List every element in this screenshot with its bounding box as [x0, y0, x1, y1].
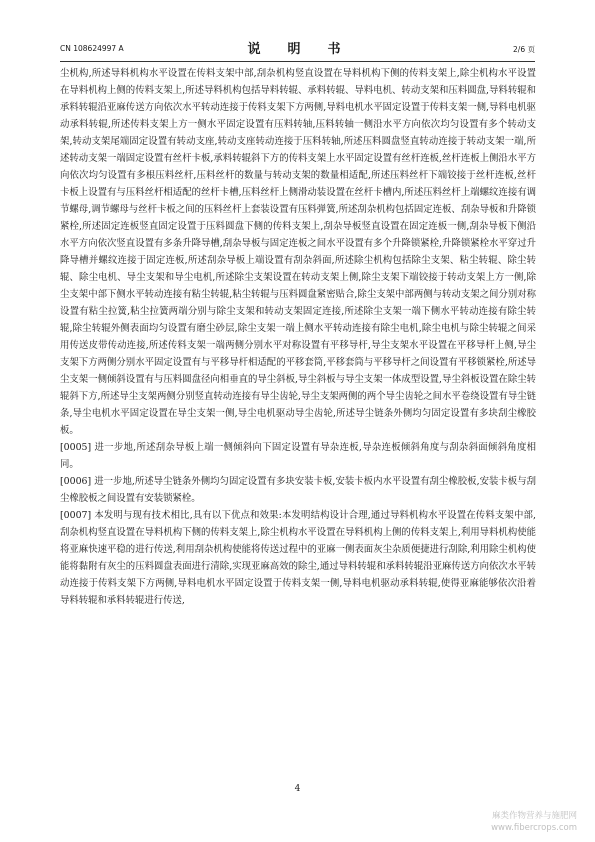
- watermark: [491, 810, 577, 834]
- paragraph-text: 进一步地,所述刮杂导板上端一侧倾斜向下固定设置有导杂连板,导杂连板倾斜角度与刮杂斜面倾斜角度相同。: [60, 442, 536, 470]
- watermark-url: www.fibercrops.com: [491, 823, 577, 833]
- paragraph-number: [0007]: [60, 510, 92, 521]
- paragraph-number: [0005]: [60, 442, 92, 453]
- paragraph-text: 进一步地,所述导尘链条外侧均匀固定设置有多块安装卡板,安装卡板内水平设置有刮尘橡胶板,安装卡板与刮尘橡胶板之间设置有安装锁紧栓。: [60, 476, 536, 504]
- publication-number: CN 108624997 A: [60, 44, 124, 53]
- paragraph-0006: [60, 473, 536, 507]
- paragraph-0005: [60, 439, 536, 473]
- page-header: [60, 38, 535, 60]
- paragraph-0007: [60, 507, 536, 609]
- paragraph-number: [0006]: [60, 476, 92, 487]
- paragraph-continuation: [60, 65, 536, 439]
- page-number: 4: [294, 784, 301, 794]
- paragraph-text: 尘机构,所述导料机构水平设置在传料支架中部,刮杂机构竖直设置在导料机构下侧的传料支架上,除尘机构水平设置在导料机构上侧的传料支架上,所述导料机构包括导料转辊、承料转辊、导料电机、转动支架和压料圆盘,导料转辊和承料转辊沿亚麻传送方向依次水平转动连接于传料支架下方两侧,导料电机水平固定设置于传料支架一侧,导料电机驱动承料转辊,所述传料支架上方一侧水平固定设置有压料转轴,压料转轴一侧沿水平方向依次均匀设置有多个转动支架,转动支架尾端固定设置有转动支座,转动支座转动连接于压料转轴,所述压料圆盘竖直转动连接于转动支架一端,所述转动支架一端固定设置有丝杆卡板,承料转辊斜下方的传料支架上水平固定设置有丝杆连板,丝杆连板上侧沿水平方向依次均匀设置有多根压料丝杆,压料丝杆的数量与转动支架的数量相适配,所述压料丝杆下端铰接于丝杆连板,丝杆卡板上设置有与压料丝杆相适配的丝杆卡槽,压料丝杆上侧滑动装设置在丝杆卡槽内,所述压料丝杆上端螺纹连接有调节螺母,调节螺母与丝杆卡板之间的压料丝杆上套装设置有压料弹簧,所述刮杂机构包括固定连板、刮杂导板和升降锁紧栓,所述固定连板竖直固定设置于压料圆盘下侧的传料支架上,刮杂导板竖直设置在固定连板一侧,刮杂导板下侧沿水平方向依次竖直设置有多条升降导槽,刮杂导板与固定连板之间水平设置有多个升降锁紧栓,升降锁紧栓水平穿过升降导槽并螺纹连接于固定连板,所述刮杂导板上端设置有刮杂斜面,所述除尘机构包括除尘支架、粘尘转辊、除尘转辊、除尘电机、导尘支架和导尘电机,所述除尘支架设置在转动支架上侧,除尘支架下端铰接于转动支架上方一侧,除尘支架中部下侧水平转动连接有粘尘转辊,粘尘转辊与压料圆盘紧密贴合,除尘支架中部两侧与转动支架之间分别对称设置有粘尘拉簧,粘尘拉簧两端分别与除尘支架和转动支架固定连接,所述除尘支架一端下侧水平转动连接有除尘转辊,除尘转辊外侧表面均匀设置有磨尘砂层,除尘支架一端上侧水平转动连接有除尘电机,除尘电机与除尘转辊之间采用传送皮带传动连接,所述传料支架一端两侧分别水平对称设置有平移导杆,导尘支架水平设置在平移导杆上侧,导尘支架下方两侧分别水平固定设置有与平移导杆相适配的平移套筒,平移套筒与平移导杆之间设置有平移锁紧栓,所述导尘支架一侧倾斜设置有与压料圆盘径向相垂直的导尘斜板,导尘斜板与导尘支架一体成型设置,导尘斜板设置在除尘转辊斜下方,所述导尘支架两侧分别竖直转动连接有导尘齿轮,导尘支架两侧的两个导尘齿轮之间水平卷绕设置有导尘链条,导尘电机水平固定设置在导尘支架一侧,导尘电机驱动导尘齿轮,所述导尘链条外侧均匀固定设置有多块刮尘橡胶板。: [60, 68, 536, 436]
- page-info: 2/6 页: [513, 45, 535, 54]
- paragraph-text: 本发明与现有技术相比,具有以下优点和效果:本发明结构设计合理,通过导料机构水平设置在传料支架中部,刮杂机构竖直设置在导料机构下侧的传料支架上,除尘机构水平设置在导料机构上侧的传料支架上,利用导料机构使能将亚麻快速平稳的进行传送,利用刮杂机构使能将传送过程中的亚麻一侧表面灰尘杂质便捷进行刮除,利用除尘机构使能将黏附有灰尘的压料圆盘表面进行清除,实现亚麻高效的除尘,通过导料转辊和承料转辊沿亚麻传送方向依次水平转动连接于传料支架下方两侧,导料电机水平固定设置于传料支架一侧,导料电机驱动承料转辊,使得亚麻能够依次沿着导料转辊和承料转辊进行传送,: [60, 510, 536, 606]
- document-title: 说 明 书: [247, 42, 348, 57]
- document-body: [60, 65, 536, 609]
- header-rule: [60, 61, 535, 62]
- watermark-site-name: 麻类作物营养与施肥网: [491, 811, 577, 821]
